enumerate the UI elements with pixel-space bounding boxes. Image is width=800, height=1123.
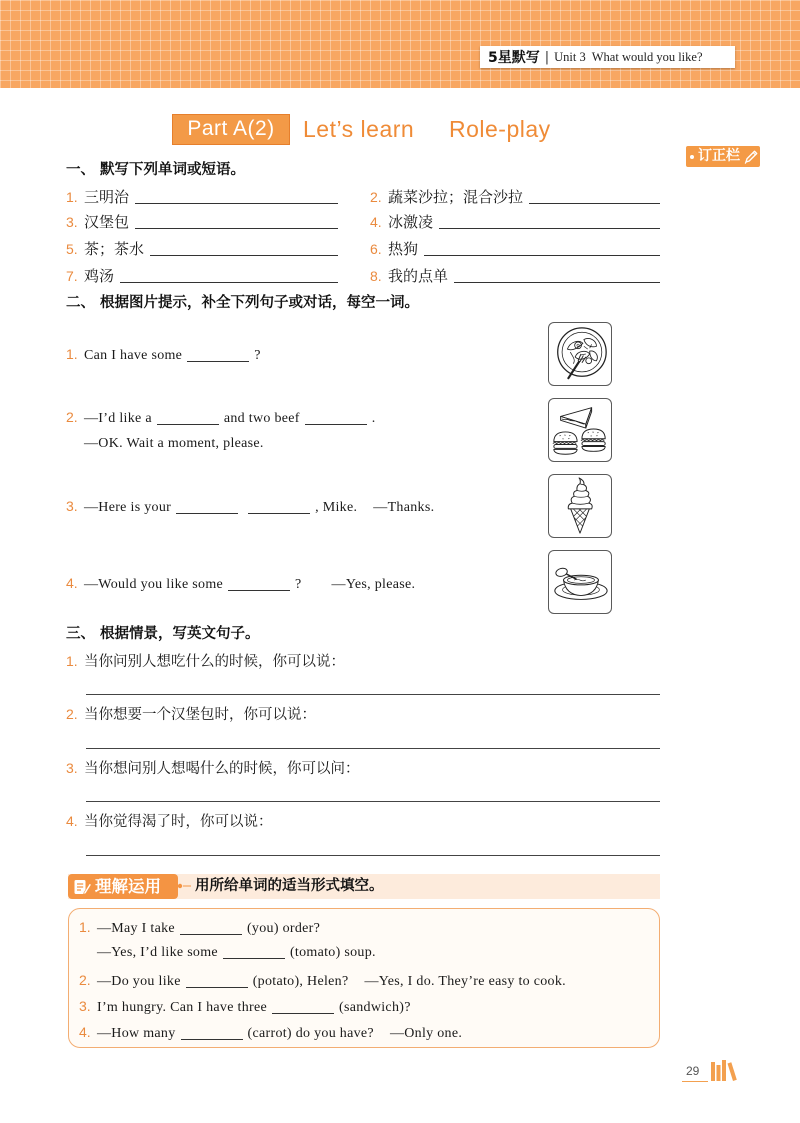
sentence-text: Can I have some	[84, 348, 183, 363]
lets-learn-title: Let’s learn	[303, 116, 415, 142]
situation-prompt: 当你想要一个汉堡包时，你可以说：	[84, 707, 316, 723]
sentence-text: ?	[254, 348, 261, 363]
answer-blank	[135, 203, 338, 204]
part-title-badge: Part A(2)	[172, 114, 290, 145]
header-separator: |	[544, 49, 550, 65]
situation-item	[66, 705, 316, 723]
answer-blank	[223, 958, 285, 959]
sentence-text: —How many	[97, 1026, 176, 1041]
picture-question-4	[66, 574, 415, 592]
vocab-item	[66, 266, 338, 286]
answer-blank	[187, 361, 249, 362]
exercise-item-1-reply	[97, 944, 376, 962]
item-number: 3.	[66, 498, 78, 514]
vocab-prompt: 冰激凌	[388, 213, 434, 231]
item-number: 2.	[66, 706, 78, 722]
sentence-text: —Yes, I’d like some	[97, 945, 218, 960]
sentence-text: and two beef	[223, 411, 300, 426]
answer-blank	[176, 513, 238, 514]
vocab-item	[66, 212, 338, 232]
bullet-dot	[690, 155, 694, 159]
ice-cream-picture	[548, 474, 612, 538]
soup-bowl-icon	[549, 551, 611, 613]
series-brand: 5星默写	[488, 50, 540, 66]
picture-question-1	[66, 345, 261, 363]
vocab-prompt: 汉堡包	[84, 213, 130, 231]
answer-blank	[529, 203, 660, 204]
section2-heading: 二、 根据图片提示，补全下列句子或对话，每空一词。	[66, 295, 420, 311]
picture-question-3	[66, 497, 434, 515]
answer-blank	[186, 987, 248, 988]
section1-heading: 一、 默写下列单词或短语。	[66, 162, 246, 178]
sentence-text: —I’d like a	[84, 411, 152, 426]
sandwich-hamburger-icon	[549, 399, 611, 461]
practice-title: 理解运用	[95, 877, 161, 896]
vocab-item	[370, 212, 660, 232]
vocab-item	[66, 239, 338, 259]
vocab-item	[370, 266, 660, 286]
situation-prompt: 当你问别人想吃什么的时候，你可以说：	[84, 654, 345, 670]
practice-exercise-box	[68, 908, 660, 1048]
answer-blank	[305, 424, 367, 425]
vocab-prompt: 茶；茶水	[84, 240, 145, 258]
practice-instruction: 用所给单词的适当形式填空。	[195, 878, 384, 894]
writing-line	[86, 801, 660, 802]
item-number: 7.	[66, 268, 78, 284]
sentence-text: ?	[295, 577, 302, 592]
vocab-prompt: 蔬菜沙拉；混合沙拉	[388, 188, 524, 206]
item-number: 3.	[79, 998, 91, 1014]
item-number: 1.	[66, 189, 78, 205]
vocab-prompt: 热狗	[388, 240, 419, 258]
page-number-rule	[682, 1081, 708, 1082]
sentence-text: (you) order?	[246, 921, 321, 936]
item-number: 6.	[370, 241, 382, 257]
item-number: 2.	[79, 972, 91, 988]
item-number: 2.	[66, 409, 78, 425]
answer-blank	[120, 282, 338, 283]
answer-blank	[150, 255, 338, 256]
vocab-item	[370, 239, 660, 259]
sentence-text: —Would you like some	[84, 577, 224, 592]
exercise-item-4	[79, 1023, 462, 1041]
reply-text: —Yes, please.	[331, 577, 416, 592]
answer-blank	[272, 1013, 334, 1014]
sentence-text: —May I take	[97, 921, 175, 936]
exercise-item-3	[79, 997, 411, 1015]
item-number: 4.	[370, 214, 382, 230]
answer-blank	[157, 424, 219, 425]
answer-blank	[424, 255, 660, 256]
role-play-title: Role-play	[449, 116, 551, 142]
reply-text: —Yes, I do. They’re easy to cook.	[364, 974, 566, 989]
section3-heading: 三、 根据情景，写英文句子。	[66, 626, 260, 642]
item-number: 1.	[66, 653, 78, 669]
item-number: 4.	[66, 575, 78, 591]
item-number: 5.	[66, 241, 78, 257]
writing-line	[86, 855, 660, 856]
page-number: 29	[686, 1064, 700, 1078]
situation-prompt: 当你觉得渴了时，你可以说：	[84, 814, 273, 830]
reply-text: —Thanks.	[373, 500, 435, 515]
situation-item	[66, 812, 273, 830]
reply-text: —Only one.	[389, 1026, 463, 1041]
item-number: 3.	[66, 214, 78, 230]
correction-column-label: 订正栏	[698, 148, 740, 164]
answer-blank	[248, 513, 310, 514]
sentence-text: —OK. Wait a moment, please.	[84, 436, 264, 451]
sentence-text: I’m hungry. Can I have three	[97, 1000, 267, 1015]
pencil-icon	[743, 149, 759, 165]
item-number: 2.	[370, 189, 382, 205]
sentence-text: —Here is your	[84, 500, 172, 515]
situation-item	[66, 759, 360, 777]
exercise-item-2	[79, 971, 566, 989]
connector-dots	[176, 880, 192, 892]
sentence-text: (potato), Helen?	[252, 974, 349, 989]
vocab-prompt: 我的点单	[388, 267, 449, 285]
header-label	[480, 46, 735, 68]
vocab-prompt: 三明治	[84, 188, 130, 206]
correction-column-tag	[686, 146, 760, 167]
item-number: 1.	[79, 919, 91, 935]
answer-blank	[180, 934, 242, 935]
answer-blank	[228, 590, 290, 591]
answer-blank	[439, 228, 660, 229]
picture-question-2	[66, 408, 376, 426]
situation-item	[66, 652, 345, 670]
vocab-item	[370, 187, 660, 207]
sentence-text: (sandwich)?	[339, 1000, 411, 1015]
books-icon	[710, 1058, 738, 1082]
writing-line	[86, 694, 660, 695]
salad-icon	[549, 323, 611, 385]
salad-picture	[548, 322, 612, 386]
item-number: 3.	[66, 760, 78, 776]
sentence-text: .	[371, 411, 376, 426]
practice-label	[68, 874, 178, 899]
sandwich-and-hamburgers-picture	[548, 398, 612, 462]
answer-blank	[181, 1039, 243, 1040]
item-number: 4.	[79, 1024, 91, 1040]
sentence-text: —Do you like	[97, 974, 181, 989]
item-number: 1.	[66, 346, 78, 362]
unit-title: Unit 3 What would you like?	[554, 49, 703, 64]
answer-blank	[454, 282, 660, 283]
picture-question-2-reply	[84, 435, 264, 453]
sentence-text: (carrot) do you have?	[247, 1026, 374, 1041]
exercise-item-1	[79, 918, 320, 936]
ice-cream-icon	[549, 475, 611, 537]
item-number: 4.	[66, 813, 78, 829]
vocab-prompt: 鸡汤	[84, 267, 115, 285]
sentence-text: , Mike.	[315, 500, 358, 515]
answer-blank	[135, 228, 338, 229]
item-number: 8.	[370, 268, 382, 284]
situation-prompt: 当你想问别人想喝什么的时候，你可以问：	[84, 761, 360, 777]
soup-picture	[548, 550, 612, 614]
writing-line	[86, 748, 660, 749]
vocab-item	[66, 187, 338, 207]
page-header-band	[0, 0, 800, 88]
notebook-pencil-icon	[72, 877, 92, 897]
sentence-text: (tomato) soup.	[289, 945, 376, 960]
